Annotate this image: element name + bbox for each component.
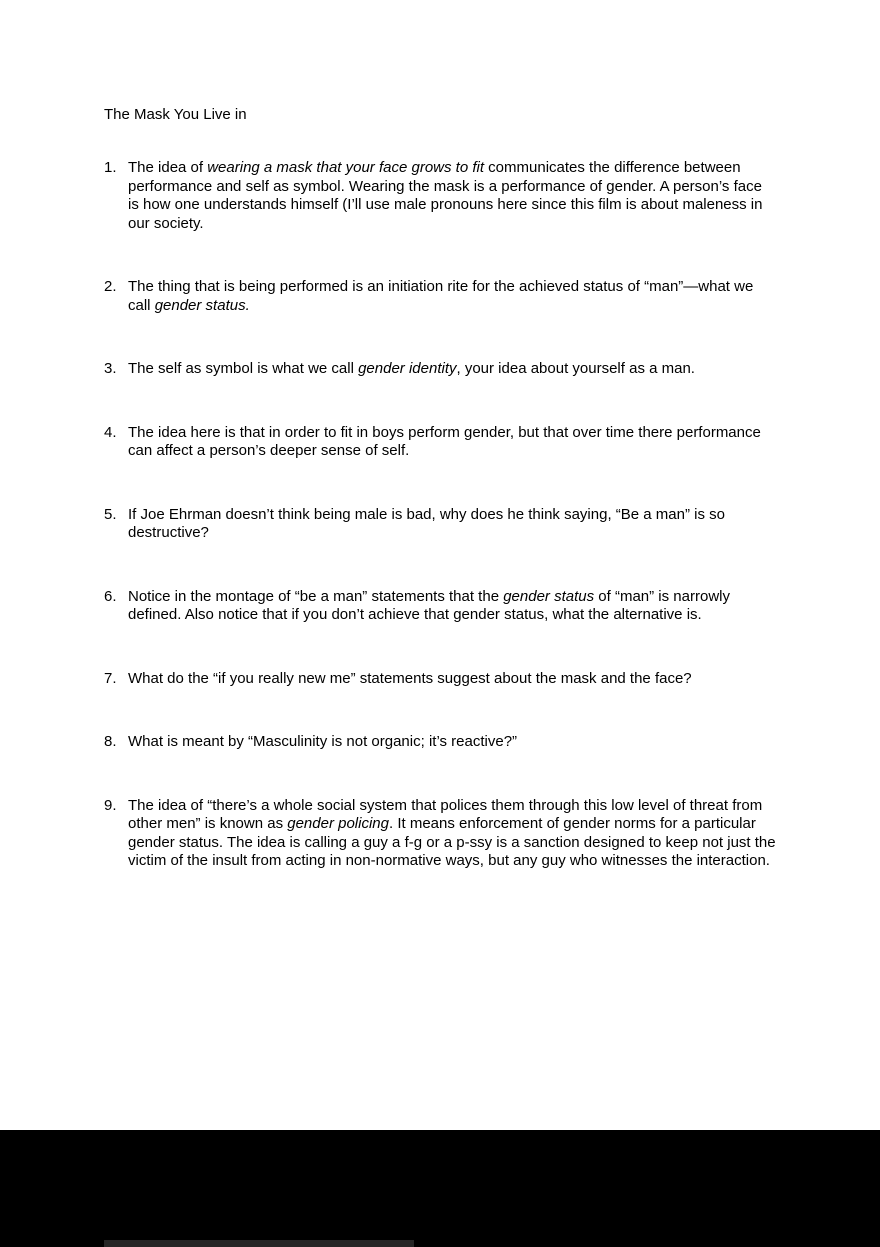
- list-item: [104, 424, 776, 461]
- list-item: [104, 670, 776, 689]
- item-text: [128, 360, 776, 379]
- item-text: [128, 424, 776, 461]
- item-text-run: The thing that is being performed is an initiation rite for the achieved status of “man”—what we call: [128, 278, 754, 314]
- document-title: The Mask You Live in: [104, 106, 247, 123]
- item-number: 9.: [104, 796, 117, 814]
- item-text: [128, 670, 776, 689]
- item-text-italic-run: wearing a mask that your face grows to fit: [207, 159, 485, 176]
- list-item: [104, 278, 776, 315]
- item-number: 3.: [104, 360, 117, 377]
- item-text-italic-run: gender identity: [358, 360, 457, 377]
- list-item: [104, 360, 776, 379]
- item-text-run: The self as symbol is what we call: [128, 360, 359, 377]
- item-text: [128, 588, 776, 625]
- item-text-run: If Joe Ehrman doesn’t think being male is bad, why does he think saying, “Be a man” is so destructive?: [128, 505, 725, 541]
- list-item: [104, 506, 776, 543]
- item-text-run: . It means enforcement of gender norms for a particular gender status. The idea is calling a guy a f-g or a p-ssy is a sanction designed to keep not just the victim of the insult from acting in non-normative ways, but any guy who witnesses the interaction.: [128, 815, 776, 869]
- list-item: [104, 159, 776, 233]
- item-text-italic-run: gender policing: [287, 815, 389, 832]
- item-text: [128, 797, 776, 871]
- item-number: 4.: [104, 423, 117, 441]
- item-number: 6.: [104, 587, 117, 605]
- item-number: 8.: [104, 733, 117, 750]
- item-text-run: What do the “if you really new me” statements suggest about the mask and the face?: [128, 669, 692, 687]
- item-text: [128, 506, 776, 543]
- item-number: 2.: [104, 278, 117, 295]
- item-number: 1.: [104, 159, 117, 176]
- item-text-run: of “man” is narrowly defined. Also notice that if you don’t achieve that gender status, what the alternative is.: [128, 587, 730, 623]
- item-text: [128, 733, 776, 752]
- bottom-edge-sliver: [104, 1240, 414, 1247]
- item-text-run: The idea of: [128, 159, 208, 176]
- item-text: [128, 278, 776, 315]
- item-text-run: Notice in the montage of “be a man” statements that the: [128, 587, 504, 605]
- item-text-run: communicates the difference between performance and self as symbol. Wearing the mask is a performance of gender. A person’s face is how one understands himself (I’ll use male pronouns here since this film is about maleness in our society.: [128, 159, 763, 232]
- list-item: [104, 797, 776, 871]
- item-text-italic-run: gender status: [503, 587, 595, 605]
- item-text-run: The idea of “there’s a whole social system that polices them through this low level of threat from other men” is known as: [128, 796, 763, 832]
- bottom-black-band: [0, 1130, 880, 1247]
- item-text-run: What is meant by “Masculinity is not organic; it’s reactive?”: [128, 733, 518, 750]
- item-text-italic-run: gender status.: [154, 296, 250, 314]
- list-item: [104, 733, 776, 752]
- list-item: [104, 588, 776, 625]
- item-text-run: , your idea about yourself as a man.: [456, 360, 695, 377]
- question-list: [104, 159, 776, 871]
- item-text-run: The idea here is that in order to fit in boys perform gender, but that over time there performance can affect a person’s deeper sense of self.: [128, 423, 761, 459]
- item-number: 5.: [104, 505, 117, 523]
- item-number: 7.: [104, 669, 117, 687]
- item-text: [128, 159, 776, 233]
